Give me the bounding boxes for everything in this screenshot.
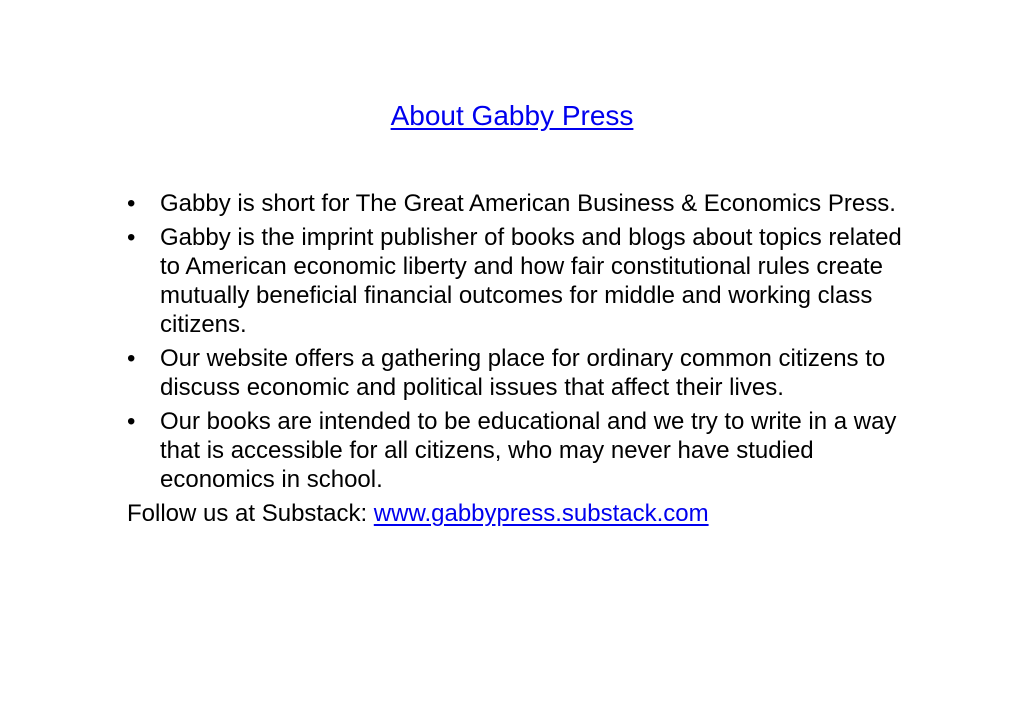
- list-item: [127, 407, 907, 494]
- bullet-list: [127, 189, 907, 494]
- slide-content: [127, 189, 907, 528]
- bullet-text: Our books are intended to be educational and we try to write in a way that is accessible for all citizens, who may never have studied economics in school.: [160, 408, 897, 493]
- list-item: [127, 344, 907, 402]
- follow-label: Follow us at Substack:: [127, 500, 374, 527]
- bullet-icon: •: [127, 345, 136, 372]
- follow-line: [127, 499, 907, 528]
- bullet-icon: •: [127, 224, 136, 251]
- bullet-icon: •: [127, 408, 136, 435]
- bullet-text: Our website offers a gathering place for ordinary common citizens to discuss economic and political issues that affect their lives.: [160, 345, 886, 401]
- list-item: [127, 189, 907, 218]
- list-item: [127, 223, 907, 339]
- page-title: [0, 98, 1024, 134]
- title-link[interactable]: About Gabby Press: [390, 100, 634, 131]
- bullet-text: Gabby is the imprint publisher of books and blogs about topics related to American economic liberty and how fair constitutional rules create mutually beneficial financial outcomes for middle and working class citizens.: [160, 224, 902, 338]
- bullet-text: Gabby is short for The Great American Business & Economics Press.: [160, 190, 896, 217]
- bullet-icon: •: [127, 190, 136, 217]
- substack-link[interactable]: www.gabbypress.substack.com: [373, 500, 709, 527]
